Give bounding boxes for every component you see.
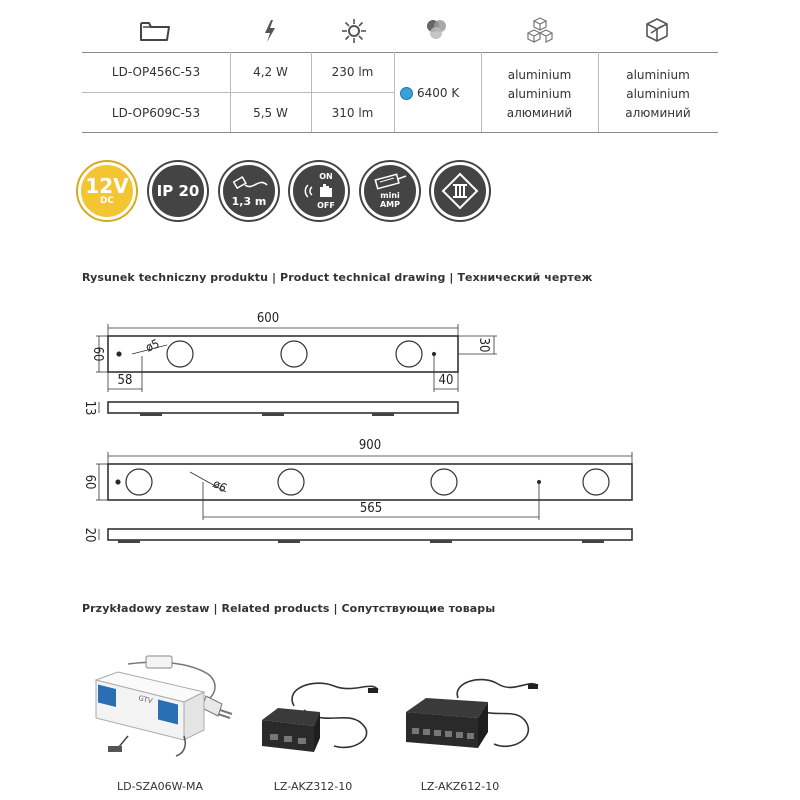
model-cell: LD-OP609C-53 <box>111 106 201 120</box>
color-temperature-icon <box>423 17 451 47</box>
drawing-600-front <box>96 324 497 392</box>
connector-line1: mini <box>380 191 400 200</box>
drawing-900-profile <box>99 529 632 543</box>
voltage-sub: DC <box>99 196 115 206</box>
material-col2 <box>598 66 718 123</box>
dim-offset-40: 40 <box>438 373 454 388</box>
power-cell: 4,2 W <box>253 65 288 79</box>
color-temp-cell <box>400 86 459 100</box>
switch-off-label: OFF <box>317 201 335 210</box>
dim-depth-20: 20 <box>82 527 97 543</box>
ip-rating-badge <box>149 162 207 220</box>
protection-class-badge <box>431 162 489 220</box>
material-line: алюминий <box>625 106 691 120</box>
material-line: алюминий <box>506 106 573 120</box>
hand-sensor-icon <box>300 181 338 201</box>
material-line: aluminium <box>626 68 690 82</box>
ip-rating-label: IP 20 <box>156 182 200 200</box>
color-temp-value: 6400 K <box>417 86 460 100</box>
cable-length-label: 1,3 m <box>231 194 267 208</box>
related-products-title: Przykładowy zestaw | Related products | Сопутствующие товары <box>82 602 496 615</box>
lumen-cell: 230 lm <box>331 65 374 79</box>
luminous-flux-sun-icon <box>341 18 367 48</box>
dim-spacing-565: 565 <box>359 501 383 516</box>
dim-hole-6: ø6 <box>210 476 230 496</box>
dim-height-60: 60 <box>82 474 97 490</box>
related-product-name: LD-SZA06W-MA <box>116 780 204 793</box>
dim-depth-13: 13 <box>82 400 97 416</box>
diffuser-material-icon <box>645 17 669 47</box>
mini-amp-connector-icon <box>372 173 408 191</box>
dim-height-60: 60 <box>90 346 105 362</box>
housing-material-cube-icon <box>527 16 553 48</box>
power-lightning-icon <box>262 18 278 48</box>
lumen-cell: 310 lm <box>331 106 374 120</box>
drawing-600-profile <box>99 402 458 416</box>
related-product-name: LZ-AKZ612-10 <box>420 780 500 793</box>
color-dot-icon <box>400 87 413 100</box>
dim-side-30: 30 <box>476 337 491 353</box>
related-product-name: LZ-AKZ312-10 <box>273 780 353 793</box>
dim-length-600: 600 <box>256 311 280 326</box>
voltage-badge <box>78 162 136 220</box>
power-cell: 5,5 W <box>253 106 288 120</box>
material-col1 <box>481 66 598 123</box>
switch-on-label: ON <box>319 172 333 181</box>
power-supply-image <box>88 652 248 762</box>
cable-plug-icon <box>229 175 269 195</box>
distributor-6-image <box>398 668 548 768</box>
technical-drawing-title: Rysunek techniczny produktu | Product technical drawing | Технический чертеж <box>82 271 593 284</box>
material-line: aluminium <box>507 68 572 82</box>
voltage-main: 12V <box>85 174 129 198</box>
dim-length-900: 900 <box>358 438 382 453</box>
cable-length-badge <box>220 162 278 220</box>
material-line: aluminium <box>507 87 572 101</box>
class-iii-protection-icon <box>440 171 480 211</box>
dim-hole-5: ø5 <box>143 336 162 355</box>
distributor-3-image <box>254 668 384 768</box>
folder-icon <box>139 18 171 48</box>
connector-line2: AMP <box>379 200 400 209</box>
svg-text:GTV: GTV <box>137 694 154 706</box>
motion-switch-badge <box>290 162 348 220</box>
dim-offset-58: 58 <box>117 373 133 388</box>
connector-badge <box>361 162 419 220</box>
material-line: aluminium <box>626 87 690 101</box>
technical-drawing <box>0 300 800 550</box>
model-cell: LD-OP456C-53 <box>111 65 201 79</box>
